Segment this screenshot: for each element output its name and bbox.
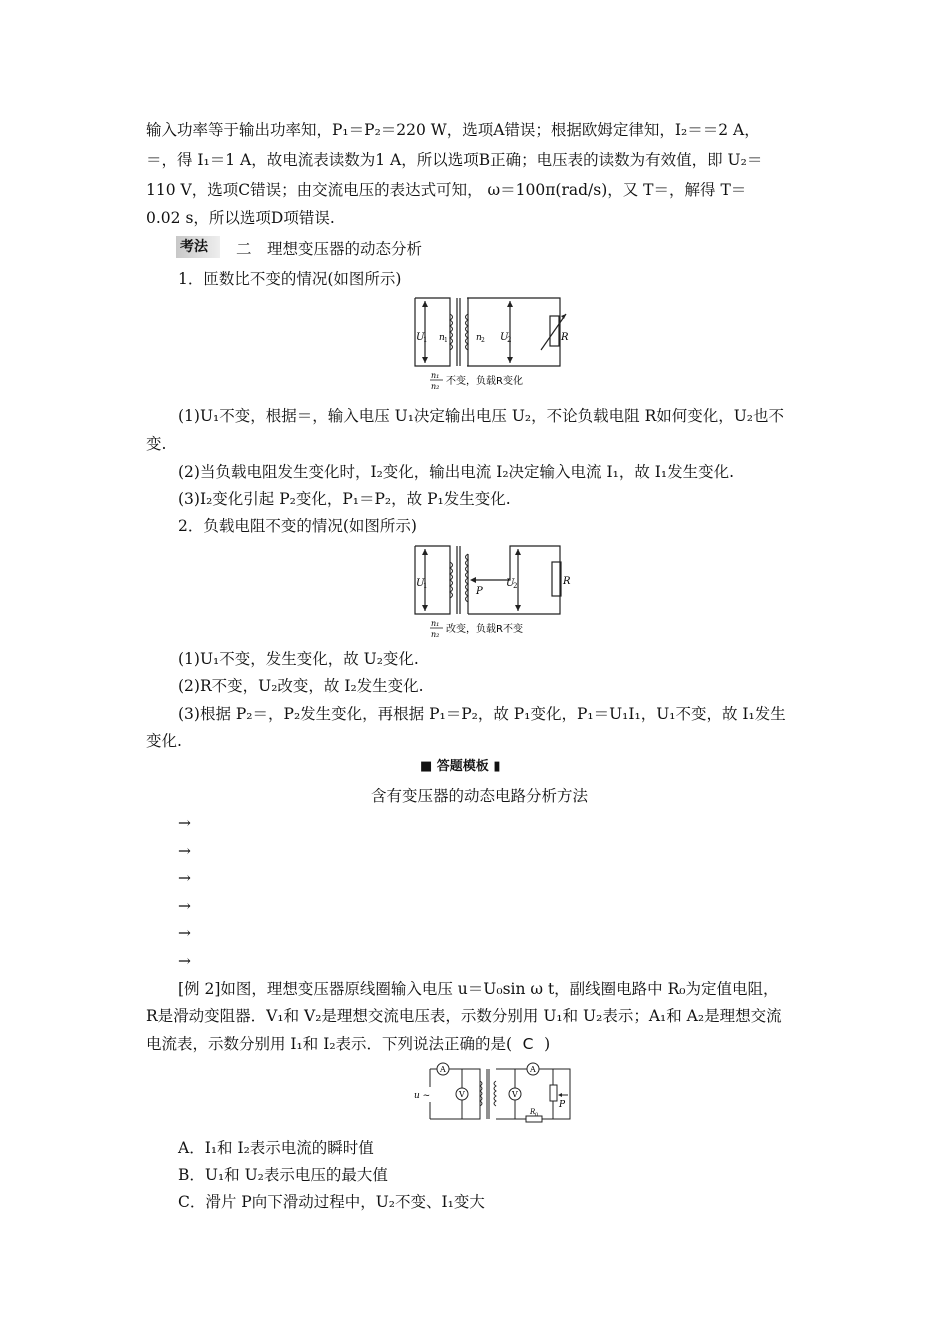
label-u2: U — [506, 578, 515, 589]
template-title: 含有变压器的动态电路分析方法 — [371, 787, 589, 805]
question-line — [146, 1033, 550, 1055]
question-close: ) — [544, 1035, 551, 1053]
label-u2: U — [500, 332, 509, 343]
voltmeter-label: V — [512, 1090, 518, 1099]
text-line: (3)根据 P₂＝，P₂发生变化，再根据 P₁＝P₂，故 P₁变化，P₁＝U₁I₁，U₁不变，故 I₁发生 — [178, 705, 786, 723]
label-p: P — [559, 1100, 566, 1110]
option-b: B．U₁和 U₂表示电压的最大值 — [178, 1166, 388, 1184]
text-line: (2)R不变，U₂改变，故 I₂发生变化. — [178, 677, 424, 695]
label-sub: 1 — [444, 337, 448, 344]
label-sub: 2 — [507, 336, 512, 344]
text-line: 变. — [146, 435, 167, 453]
arrow-item: → — [178, 842, 191, 860]
caption-frac-bottom: n₂ — [431, 630, 440, 639]
label-u1: U — [416, 332, 425, 343]
label-r0: R — [530, 1108, 536, 1116]
arrow-item: → — [178, 869, 191, 887]
label-p: P — [476, 586, 483, 597]
ammeter-label: A — [440, 1065, 446, 1074]
option-c: C．滑片 P向下滑动过程中，U₂不变、I₁变大 — [178, 1193, 485, 1211]
caption-frac-top: n₁ — [431, 619, 440, 628]
label-sub: 2 — [513, 582, 518, 590]
arrow-item: → — [178, 952, 191, 970]
circuit-diagram-3 — [410, 1057, 585, 1132]
figure-caption: 改变，负载R不变 — [446, 624, 523, 635]
label-r: R — [561, 332, 569, 343]
label-sub: 2 — [481, 337, 485, 344]
section-tag: 考法 — [176, 236, 220, 258]
label-r: R — [563, 576, 571, 587]
label-sub: 1 — [423, 336, 428, 344]
circuit-diagram-1 — [410, 292, 580, 402]
answer-template-badge: ■ 答题模板 ▮ — [420, 759, 501, 774]
text-line: 输入功率等于输出功率知，P₁＝P₂＝220 W，选项A错误；根据欧姆定律知，I₂＝＝2 A， — [146, 121, 760, 139]
option-a: A．I₁和 I₂表示电流的瞬时值 — [178, 1139, 374, 1157]
label-n2: n — [476, 333, 482, 343]
caption-frac-bottom: n₂ — [431, 382, 440, 391]
ammeter-label: A — [530, 1065, 536, 1074]
text-line: 0.02 s，所以选项D项错误. — [146, 209, 335, 227]
arrow-item: → — [178, 897, 191, 915]
section-title: 二 理想变压器的动态分析 — [236, 240, 423, 258]
text-line: ＝，得 I₁＝1 A，故电流表读数为1 A，所以选项B正确；电压表的读数为有效值，即 U₂＝ — [146, 151, 763, 169]
case1-heading: 1．匝数比不变的情况(如图所示) — [178, 270, 402, 288]
text-line: 110 V，选项C错误；由交流电压的表达式可知， ω＝100π(rad/s)，又 T＝，解得 T＝ — [146, 181, 747, 199]
text-line: [例 2]如图，理想变压器原线圈输入电压 u＝U₀sin ω t，副线圈电路中 R₀为定值电阻， — [178, 980, 779, 998]
text-line: (1)U₁不变，根据＝，输入电压 U₁决定输出电压 U₂，不论负载电阻 R如何变化，U₂也不 — [178, 407, 785, 425]
arrow-item: → — [178, 924, 191, 942]
source-label: u ~ — [414, 1091, 431, 1101]
figure-caption: 不变，负载R变化 — [446, 376, 523, 387]
question-text: 电流表，示数分别用 I₁和 I₂表示．下列说法正确的是( — [146, 1035, 513, 1053]
text-line: (2)当负载电阻发生变化时，I₂变化，输出电流 I₂决定输入电流 I₁，故 I₁发生变化. — [178, 463, 735, 481]
text-line: 变化. — [146, 732, 182, 750]
circuit-diagram-2 — [410, 540, 580, 645]
text-line: (3)I₂变化引起 P₂变化，P₁＝P₂，故 P₁发生变化. — [178, 490, 511, 508]
text-line: R是滑动变阻器．V₁和 V₂是理想交流电压表，示数分别用 U₁和 U₂表示；A₁和 A₂是理想交流 — [146, 1007, 782, 1025]
case2-heading: 2．负载电阻不变的情况(如图所示) — [178, 517, 417, 535]
label-n1: n — [439, 333, 445, 343]
text-line: (1)U₁不变，发生变化，故 U₂变化. — [178, 650, 419, 668]
voltmeter-label: V — [459, 1090, 465, 1099]
label-sub: 0 — [535, 1112, 539, 1118]
label-u1: U — [416, 578, 425, 589]
caption-frac-top: n₁ — [431, 371, 440, 380]
answer-letter: C — [522, 1035, 534, 1053]
arrow-item: → — [178, 814, 191, 832]
label-sub: 1 — [423, 582, 428, 590]
